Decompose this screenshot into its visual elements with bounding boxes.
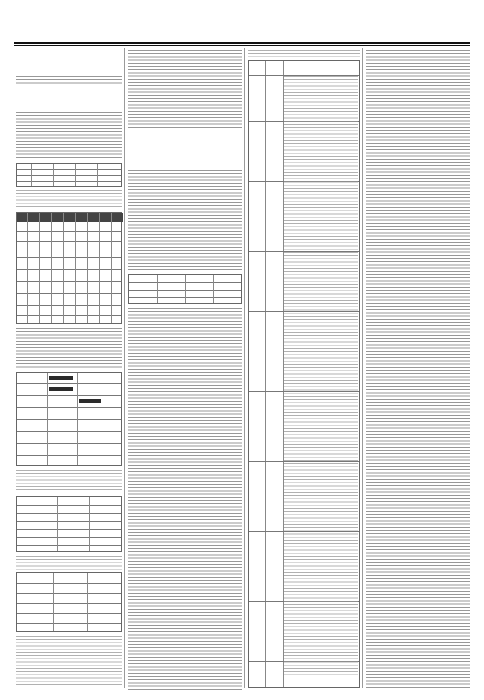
article-text <box>128 170 242 270</box>
masthead <box>0 0 484 44</box>
shareholding-table <box>16 372 122 466</box>
article-text <box>16 190 122 208</box>
data-table <box>128 274 242 304</box>
article-text <box>16 470 122 492</box>
data-table <box>16 163 122 187</box>
article-text <box>16 556 122 570</box>
pledge-table <box>16 212 122 324</box>
data-table <box>16 572 122 632</box>
header-rule-thin <box>14 45 470 46</box>
article-text <box>16 328 122 368</box>
column-divider <box>244 48 245 688</box>
article-text <box>128 50 242 128</box>
article-text <box>128 308 242 690</box>
article-text <box>16 76 122 84</box>
article-text <box>16 636 122 686</box>
data-table <box>16 496 122 552</box>
table-text <box>284 76 358 676</box>
article-text <box>366 50 470 690</box>
article-text <box>248 50 360 58</box>
column-divider <box>362 48 363 688</box>
column-divider <box>124 48 125 688</box>
article-text <box>16 112 122 160</box>
header-rule <box>14 42 470 44</box>
